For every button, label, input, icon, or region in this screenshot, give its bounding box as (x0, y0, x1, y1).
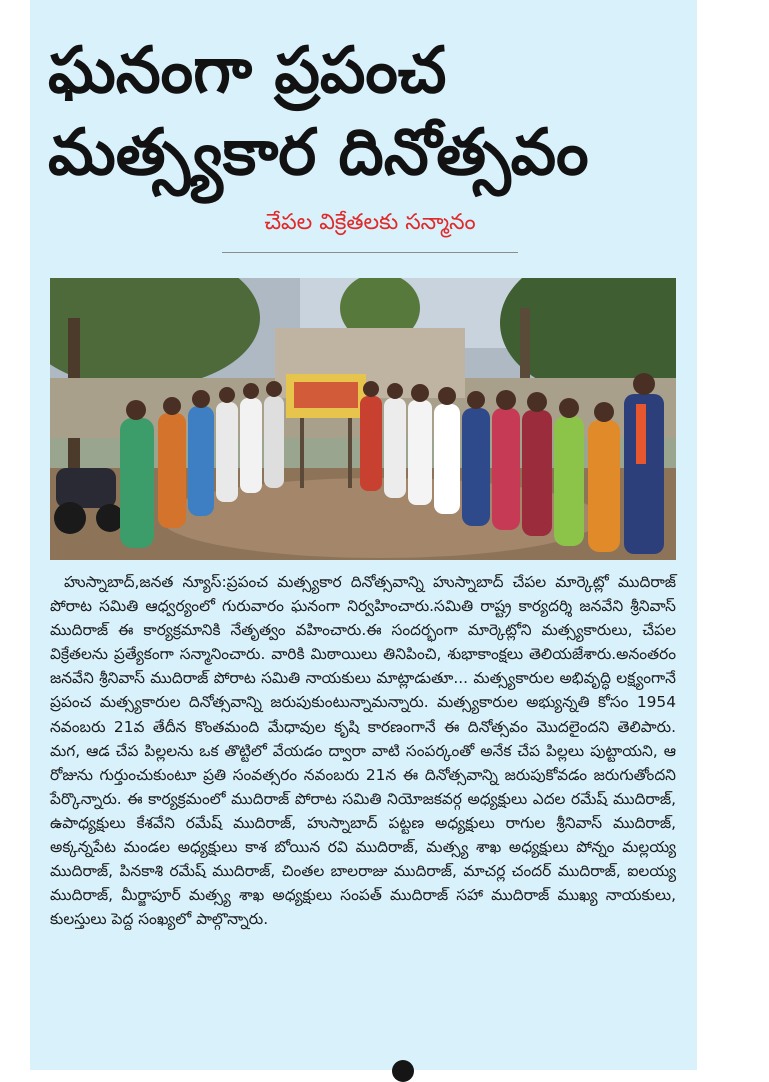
article-subheading: చేపల విక్రేతలకు సన్మానం (264, 210, 476, 235)
article-body: హుస్నాబాద్,జనత న్యూస్:ప్రపంచ మత్స్యకార దినోత్సవాన్ని హుస్నాబాద్ చేపల మార్కెట్లో ముదిరాజ్ పోరాట సమితి ఆధ్వర్యంలో గురువారం ఘనంగా నిర్వహించారు.సమితి రాష్ట్ర కార్యదర్శి జనవేని శ్రీనివాస్ ముదిరాజ్ ఈ కార్యక్రమానికి నేతృత్వం వహించారు.ఈ సందర్భంగా మార్కెట్లోని మత్స్యకారులు, చేపల విక్రేతలను ప్రత్యేకంగా సన్మానించారు. వారికి మిఠాయిలు తినిపించి, శుభాకాంక్షలు తెలియజేశారు.అనంతరం జనవేని శ్రీనివాస్ ముదిరాజ్ పోరాట సమితి నాయకులు మాట్లాడుతూ... మత్స్యకారుల అభివృద్ధి లక్ష్యంగానే ప్రపంచ మత్స్యకారుల దినోత్సవాన్ని జరుపుకుంటున్నామన్నారు. మత్స్యకారుల అభ్యున్నతి కోసం 1954 నవంబరు 21వ తేదీన కొంతమంది మేధావుల కృషి కారణంగానే ఈ దినోత్సవం మొదలైందని తెలిపారు. మగ, ఆడ చేప పిల్లలను ఒక తొట్టిలో వేయడం ద్వారా వాటి సంపర్కంతో అనేక చేప పిల్లలు పుట్టాయని, ఆ రోజును గుర్తుంచుకుంటూ ప్రతి సంవత్సరం నవంబరు 21న ఈ దినోత్సవాన్ని జరుపుకోవడం జరుగుతోందని పేర్కొన్నారు. ఈ కార్యక్రమంలో ముదిరాజ్ పోరాట సమితి నియోజకవర్గ అధ్యక్షులు ఎదల రమేష్ ముదిరాజ్, ఉపాధ్యక్షులు కేశవేని రమేష్ ముదిరాజ్, హుస్నాబాద్ పట్టణ అధ్యక్షులు రాగుల శ్రీనివాస్ ముదిరాజ్, అక్కన్నపేట మండల అధ్యక్షులు కాశ బోయిన రవి ముదిరాజ్, మత్స్య శాఖ అధ్యక్షులు పోన్నం మల్లయ్య ముదిరాజ్, పినకాశి రమేష్ ముదిరాజ్, చింతల బాలరాజు ముదిరాజ్, మాచర్ల చందర్ ముదిరాజ్, ఐలయ్య ముదిరాజ్, మీర్జాపూర్ మత్స్య శాఖ అధ్యక్షులు సంపత్ ముదిరాజ్ సహా ముదిరాజ్ ముఖ్య నాయకులు, కులస్తులు పెద్ద సంఖ్యలో పాల్గొన్నారు. (50, 573, 676, 929)
article-headline: ఘనంగా ప్రపంచ మత్స్యకార దినోత్సవం (48, 34, 589, 190)
subheading-divider (222, 252, 518, 253)
article-photo (50, 278, 676, 560)
page-bottom-mark (392, 1060, 414, 1082)
group-photo-illustration (50, 278, 676, 560)
